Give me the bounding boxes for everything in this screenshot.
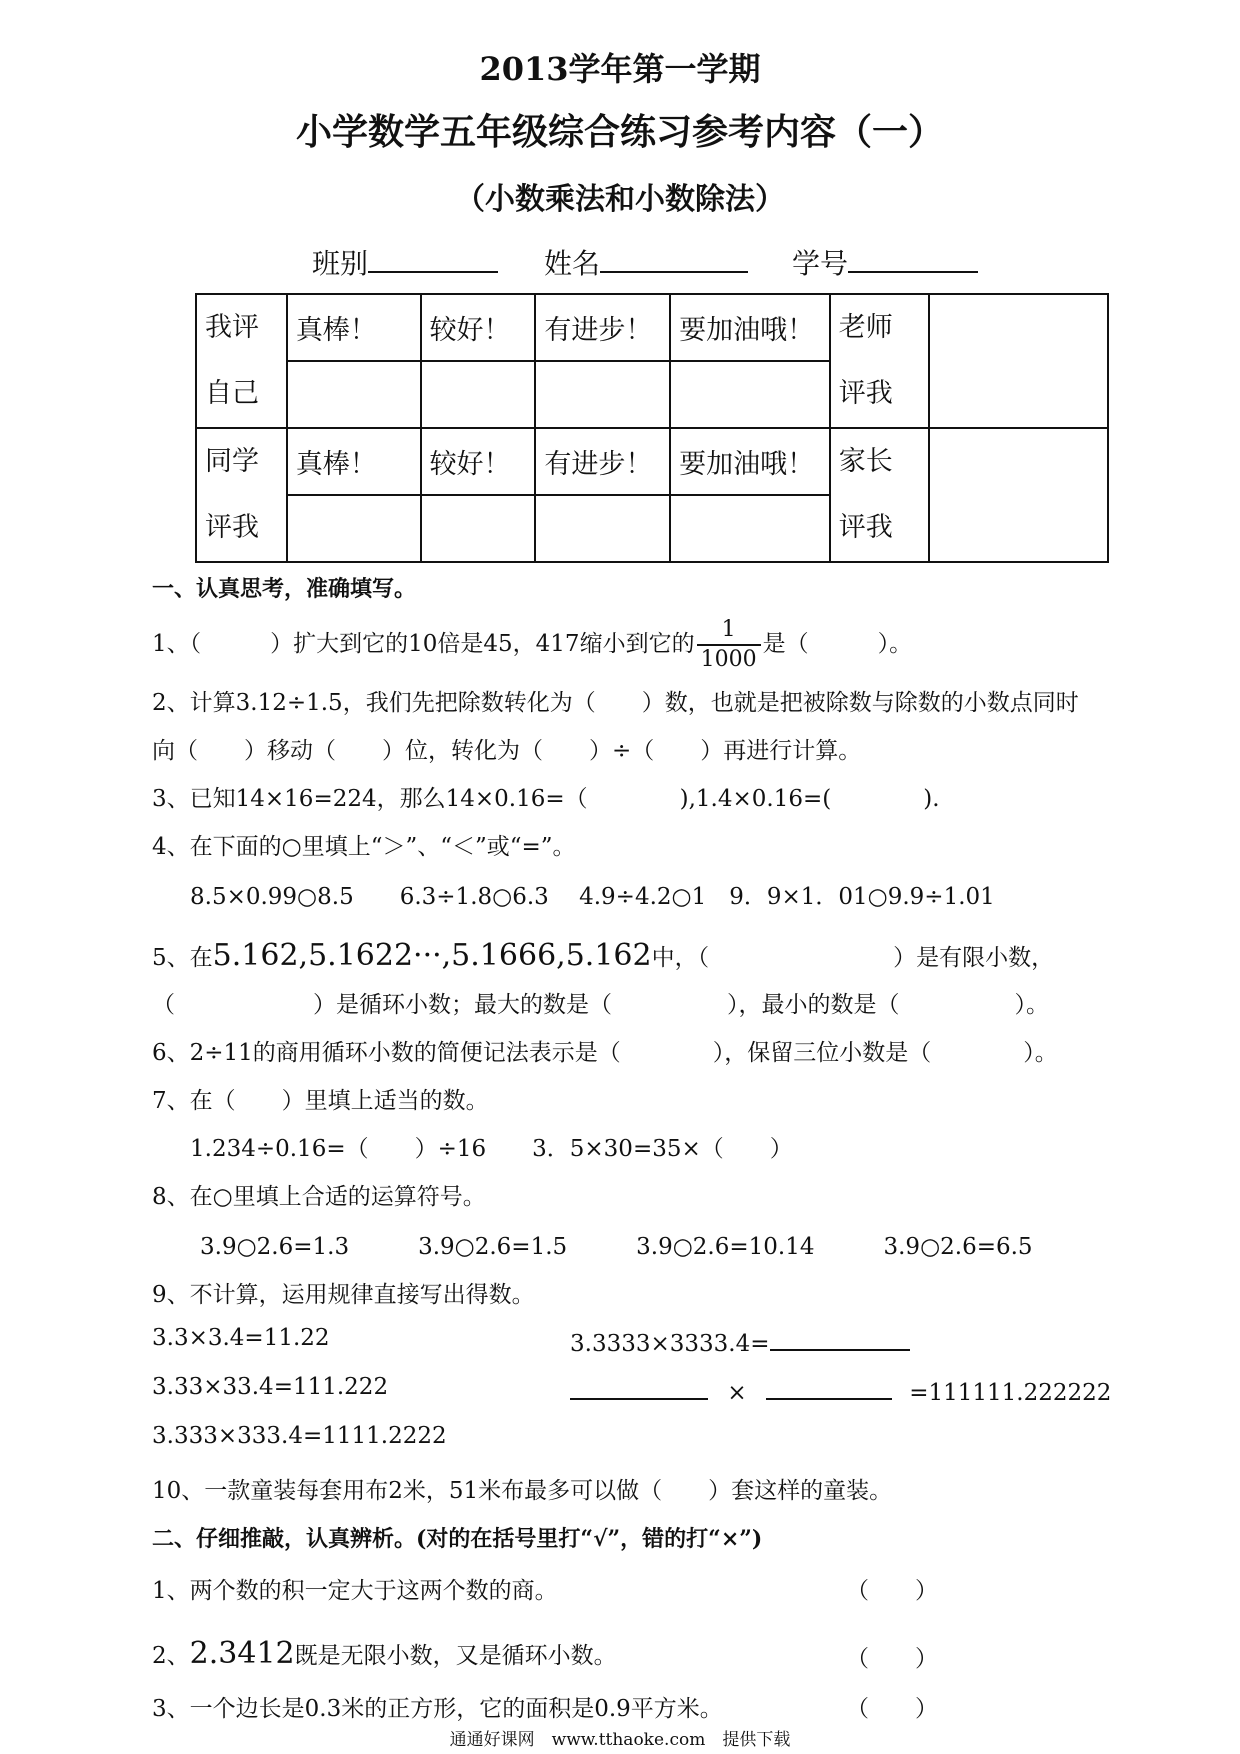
recurring-number-2: 5.162 xyxy=(565,938,652,973)
q9-example-3: 3.333×333.4=1111.2222 xyxy=(152,1423,447,1449)
id-field xyxy=(792,242,978,282)
question-7-items: 1.234÷0.16=（ ）÷16 3．5×30=35×（ ） xyxy=(190,1136,793,1162)
fraction-1-1000: $\frac{1}{1000}$ xyxy=(697,616,761,674)
parent-eval-cell[interactable] xyxy=(929,428,1108,562)
class-label: 班别 xyxy=(312,247,369,280)
q9-answer-1: 3.3333×3333.4= xyxy=(570,1325,910,1357)
teacher-eval-label: 老师 评我 xyxy=(830,294,929,428)
question-2-line1: 2、计算3.12÷1.5，我们先把除数转化为（ ）数，也就是把被除数与除数的小数点同时 xyxy=(152,690,1079,716)
peer-great-label: 真棒！ xyxy=(287,428,421,495)
question-8: 8、在○里填上合适的运算符号。 xyxy=(152,1184,486,1210)
question-2-line2: 向（ ）移动（ ）位，转化为（ ）÷（ ）再进行计算。 xyxy=(152,738,862,764)
peer-great-box[interactable] xyxy=(287,495,421,562)
name-field xyxy=(544,242,748,282)
peer-good-box[interactable] xyxy=(421,495,536,562)
footer-source: 通通好课网 www.tthaoke.com 提供下载 xyxy=(449,1730,791,1750)
teacher-eval-cell[interactable] xyxy=(929,294,1108,428)
question-1: 1、（ ）扩大到它的10倍是45，417缩小到它的 $\frac{1}{1000}$ 是（ ）。 xyxy=(152,617,913,672)
judge-question-2: 2、2.3412既是无限小数，又是循环小数。 xyxy=(152,1636,617,1671)
self-cheer-box[interactable] xyxy=(670,361,830,428)
judge-question-1: 1、两个数的积一定大于这两个数的商。 xyxy=(152,1578,558,1604)
question-4: 4、在下面的○里填上“＞”、“＜”或“=”。 xyxy=(152,834,576,860)
name-label: 姓名 xyxy=(544,247,601,280)
recurring-number-3: 2.3412 xyxy=(189,1636,295,1671)
q9-answer-1-blank[interactable] xyxy=(770,1325,910,1351)
judge-answer-1[interactable]: （ ） xyxy=(846,1578,938,1604)
q9-example-1: 3.3×3.4=11.22 xyxy=(152,1325,330,1351)
question-9: 9、不计算，运用规律直接写出得数。 xyxy=(152,1282,535,1308)
q9-example-2: 3.33×33.4=111.222 xyxy=(152,1374,389,1400)
question-3: 3、已知14×16=224，那么14×0.16=（ ),1.4×0.16=( ). xyxy=(152,786,940,812)
judge-answer-2[interactable]: （ ） xyxy=(846,1646,938,1672)
peer-cheer-label: 要加油哦！ xyxy=(670,428,830,495)
self-progress-label: 有进步！ xyxy=(535,294,670,361)
self-good-box[interactable] xyxy=(421,361,536,428)
question-4-items: 8.5×0.99○8.5 6.3÷1.8○6.3 4.9÷4.2○1 9．9×1．01○9.9÷1.01 xyxy=(190,884,995,910)
question-7: 7、在（ ）里填上适当的数。 xyxy=(152,1088,489,1114)
id-blank[interactable] xyxy=(848,245,978,273)
judge-answer-3[interactable]: （ ） xyxy=(846,1696,938,1722)
peer-good-label: 较好！ xyxy=(421,428,536,495)
question-6: 6、2÷11的商用循环小数的简便记法表示是（ ），保留三位小数是（ ）。 xyxy=(152,1040,1058,1066)
class-blank[interactable] xyxy=(368,245,498,273)
class-field xyxy=(312,242,498,282)
self-good-label: 较好！ xyxy=(421,294,536,361)
peer-eval-label: 同学 评我 xyxy=(196,428,287,562)
self-eval-label: 我评 自己 xyxy=(196,294,287,428)
q9-factor-2-blank[interactable] xyxy=(766,1374,892,1400)
parent-eval-label: 家长 评我 xyxy=(830,428,929,562)
peer-cheer-box[interactable] xyxy=(670,495,830,562)
question-8-items: 3.9○2.6=1.3 3.9○2.6=1.5 3.9○2.6=10.14 3.9○2.6=6.5 xyxy=(200,1234,1033,1260)
q9-factor-1-blank[interactable] xyxy=(570,1374,708,1400)
recurring-number-1: 5.162 xyxy=(212,938,299,973)
self-great-label: 真棒！ xyxy=(287,294,421,361)
section1-title: 一、认真思考，准确填写。 xyxy=(152,576,417,602)
id-label: 学号 xyxy=(792,247,849,280)
peer-progress-label: 有进步！ xyxy=(535,428,670,495)
self-cheer-label: 要加油哦！ xyxy=(670,294,830,361)
question-5-line2: （ ）是循环小数；最大的数是（ ），最小的数是（ ）。 xyxy=(152,992,1049,1018)
page-subtitle: （小数乘法和小数除法） xyxy=(455,182,785,217)
section2-title: 二、仔细推敲，认真辨析。(对的在括号里打“√”，错的打“×”) xyxy=(152,1526,763,1552)
page-title: 小学数学五年级综合练习参考内容（一） xyxy=(295,111,944,153)
question-5-line1: 5、在5.162,5.1622···,5.1666,5.162中，（ ）是有限小数， xyxy=(152,938,1055,973)
peer-progress-box[interactable] xyxy=(535,495,670,562)
self-progress-box[interactable] xyxy=(535,361,670,428)
self-great-box[interactable] xyxy=(287,361,421,428)
evaluation-table xyxy=(195,293,1109,563)
judge-question-3: 3、一个边长是0.3米的正方形，它的面积是0.9平方米。 xyxy=(152,1696,723,1722)
q9-answer-2: × =111111.222222 xyxy=(570,1374,1111,1406)
decimal-list: ,5.1622···,5.1666, xyxy=(298,938,566,973)
name-blank[interactable] xyxy=(600,245,748,273)
term-title: 2013学年第一学期 xyxy=(479,50,761,88)
question-10: 10、一款童装每套用布2米，51米布最多可以做（ ）套这样的童装。 xyxy=(152,1478,893,1504)
